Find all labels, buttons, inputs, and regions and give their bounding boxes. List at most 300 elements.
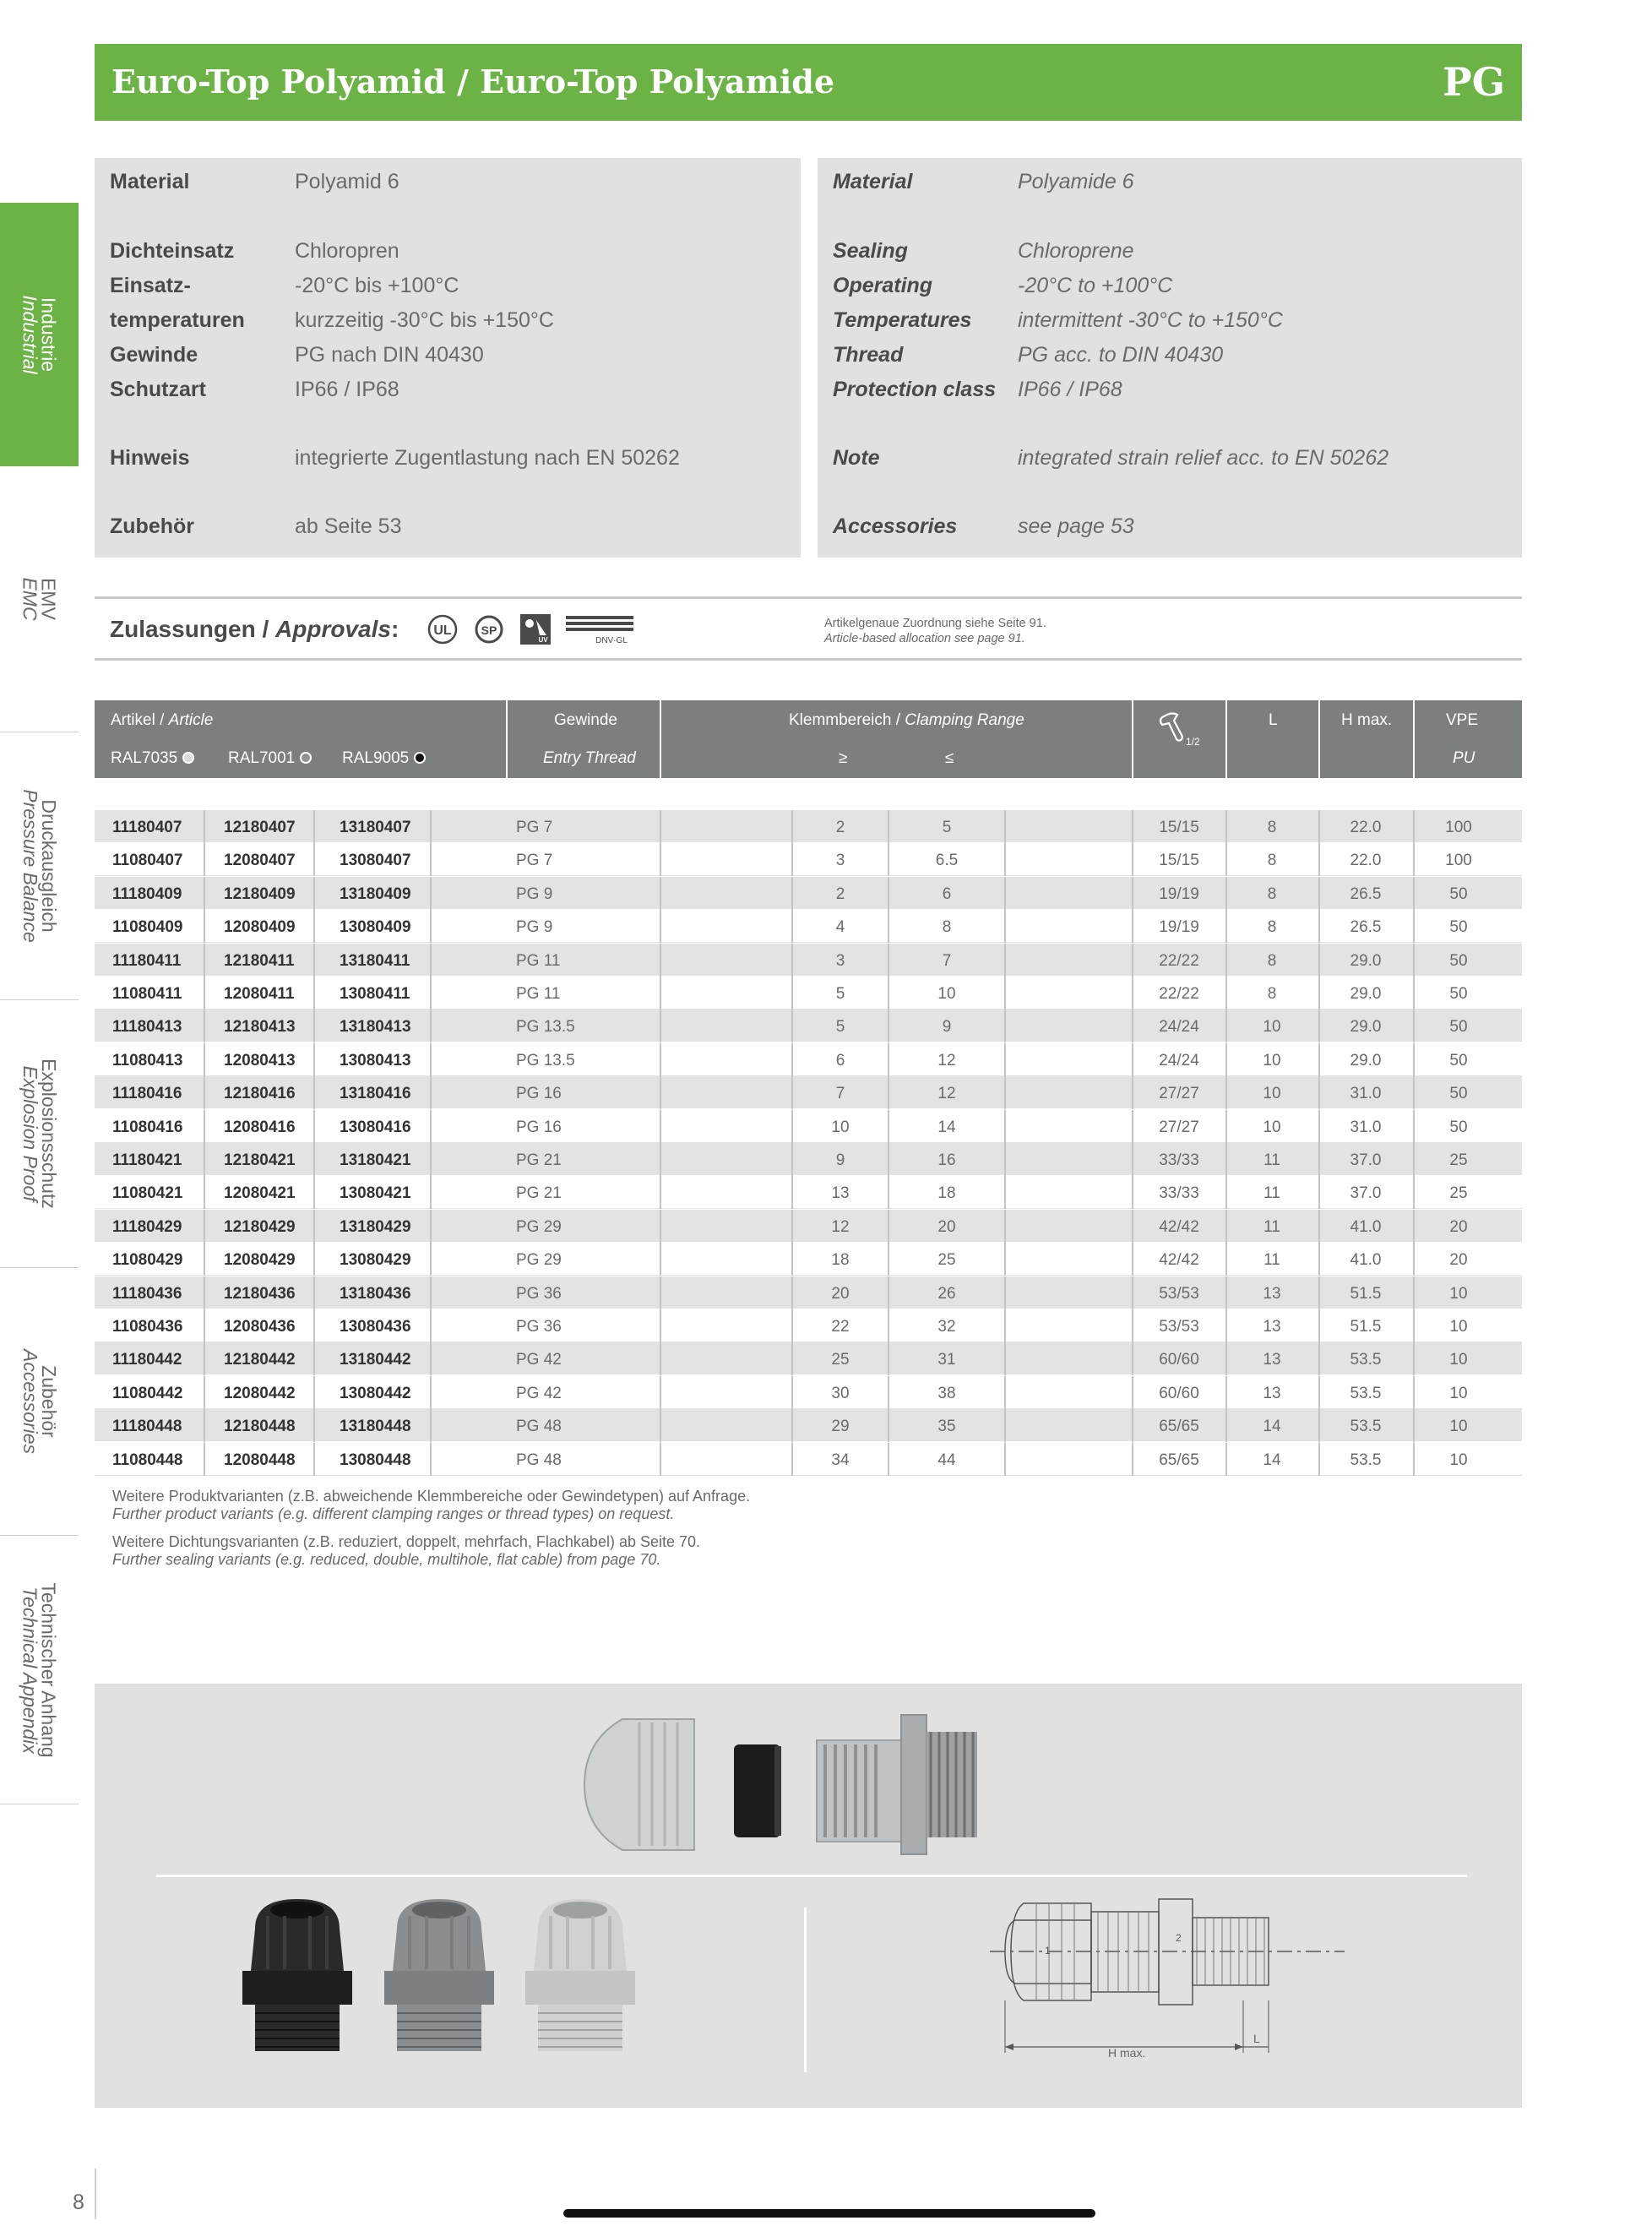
table-cell-divider (660, 843, 661, 876)
cell-article-ral7001: 12080442 (224, 1384, 296, 1402)
table-cell-divider (888, 1409, 889, 1442)
sidebar-label-de: Explosionsschutz (37, 1059, 60, 1209)
spec-value: IP66 / IP68 (295, 378, 399, 401)
spec-label: Note (833, 446, 880, 470)
uv-icon (519, 613, 552, 645)
table-cell-divider (1413, 1010, 1415, 1042)
table-cell-divider (313, 1076, 315, 1109)
table-cell-divider (888, 1176, 889, 1209)
table-cell-divider (204, 1143, 205, 1176)
cell-length-l: 8 (1267, 918, 1277, 937)
table-cell-divider (313, 1376, 315, 1409)
cell-height-max: 53.5 (1350, 1418, 1382, 1436)
table-row (95, 877, 1522, 910)
table-cell-divider (1413, 1409, 1415, 1442)
table-cell-divider (660, 1210, 661, 1243)
table-cell-divider (313, 1143, 315, 1176)
table-cell-divider (313, 1210, 315, 1243)
table-cell-divider (1004, 843, 1006, 876)
table-cell-divider (1413, 977, 1415, 1010)
cell-article-ral7035: 11080448 (112, 1450, 183, 1469)
cell-article-ral9005: 13180421 (340, 1151, 411, 1169)
cell-clamp-max: 12 (937, 1085, 956, 1103)
table-cell-divider (888, 910, 889, 943)
table-cell-divider (1225, 810, 1227, 843)
spec-label: Sealing (833, 239, 908, 263)
cell-entry-thread: PG 36 (516, 1284, 562, 1303)
table-cell-divider (1413, 1043, 1415, 1076)
cell-clamp-min: 7 (835, 1085, 845, 1103)
page-header (95, 44, 1522, 121)
drawing-hmax-label: H max. (1108, 2046, 1146, 2060)
cell-article-ral9005: 13180448 (340, 1418, 411, 1436)
cell-clamp-max: 7 (942, 951, 952, 970)
approvals-label-separator: / (255, 616, 276, 642)
cell-entry-thread: PG 7 (516, 852, 553, 870)
table-cell-divider (1413, 944, 1415, 977)
spec-value: integrierte Zugentlastung nach EN 50262 (295, 446, 680, 470)
cell-packing-unit: 100 (1445, 819, 1472, 836)
cell-article-ral7035: 11080407 (112, 852, 183, 870)
table-cell-divider (1225, 1176, 1227, 1209)
table-cell-divider (1225, 843, 1227, 876)
table-cell-divider (791, 1443, 793, 1476)
drawing-callout-2: 2 (1176, 1932, 1182, 1944)
table-cell-divider (430, 1376, 432, 1409)
table-cell-divider (204, 944, 205, 977)
table-cell-divider (1413, 1110, 1415, 1143)
table-cell-divider (430, 1276, 432, 1309)
sidebar-item-emc[interactable] (0, 466, 79, 732)
spec-label: Protection class (833, 378, 997, 401)
cell-clamp-min: 6 (835, 1051, 845, 1069)
cell-entry-thread: PG 21 (516, 1184, 562, 1203)
table-cell-divider (1413, 1342, 1415, 1375)
cell-height-max: 31.0 (1350, 1118, 1382, 1136)
table-cell-divider (204, 1309, 205, 1342)
cell-height-max: 29.0 (1350, 1051, 1382, 1069)
table-cell-divider (791, 843, 793, 876)
cell-length-l: 10 (1263, 1118, 1281, 1136)
header-gewinde: Gewinde (554, 711, 617, 729)
table-cell-divider (1132, 1210, 1133, 1243)
sidebar-item-industrial[interactable] (0, 203, 79, 466)
table-cell-divider (888, 1276, 889, 1309)
table-cell-divider (888, 977, 889, 1010)
spec-value: IP66 / IP68 (1018, 378, 1122, 401)
cell-clamp-max: 10 (937, 985, 956, 1003)
table-cell-divider (1225, 1342, 1227, 1375)
cell-wrench-size: 27/27 (1159, 1085, 1199, 1103)
cell-article-ral7001: 12080429 (224, 1251, 296, 1270)
table-cell-divider (1132, 910, 1133, 943)
uv-icon-label: UV (538, 636, 548, 644)
cell-length-l: 8 (1267, 884, 1277, 903)
cell-clamp-min: 5 (835, 1018, 845, 1037)
sidebar-label-de: Druckausgleich (37, 799, 60, 933)
ral7035-label: RAL7035 (111, 749, 178, 767)
table-cell-divider (313, 1110, 315, 1143)
cell-height-max: 53.5 (1350, 1384, 1382, 1402)
cell-article-ral9005: 13080411 (340, 985, 410, 1003)
cell-height-max: 22.0 (1350, 819, 1382, 836)
cell-height-max: 51.5 (1350, 1284, 1382, 1303)
cell-length-l: 11 (1263, 1217, 1280, 1236)
cell-article-ral7035: 11180448 (112, 1418, 182, 1436)
ral9005-color-dot (414, 752, 426, 764)
cell-article-ral9005: 13080409 (340, 918, 411, 937)
table-cell-divider (1225, 1409, 1227, 1442)
cell-length-l: 8 (1267, 852, 1277, 870)
header-clamping-range: Klemmbereich / Clamping Range (789, 711, 1024, 729)
cell-clamp-max: 32 (937, 1318, 956, 1336)
table-row (95, 843, 1522, 876)
cell-length-l: 13 (1263, 1351, 1281, 1369)
home-indicator[interactable] (563, 2209, 1095, 2218)
wrench-icon (1157, 712, 1187, 746)
table-row (95, 1110, 1522, 1143)
table-row (95, 810, 1522, 843)
cell-entry-thread: PG 21 (516, 1151, 562, 1169)
table-cell-divider (313, 910, 315, 943)
sidebar-label-en: Explosion Proof (19, 1065, 41, 1202)
cell-article-ral7035: 11080442 (112, 1384, 183, 1402)
table-cell-divider (660, 1010, 661, 1042)
sidebar-label-de: Zubehör (37, 1365, 60, 1438)
gland-light-grey-image (521, 1895, 639, 2055)
table-row (95, 1010, 1522, 1042)
page-number: 8 (73, 2191, 84, 2214)
approvals-note-en: Article-based allocation see page 91. (824, 632, 1025, 645)
cell-length-l: 14 (1263, 1450, 1281, 1469)
cell-article-ral9005: 13080421 (340, 1184, 411, 1203)
cell-entry-thread: PG 16 (516, 1085, 562, 1103)
page-number-divider (95, 2169, 96, 2219)
table-cell-divider (1132, 1176, 1133, 1209)
cell-length-l: 10 (1263, 1018, 1281, 1037)
table-cell-divider (1004, 877, 1006, 910)
header-ge: ≥ (839, 749, 848, 767)
sidebar-label-en: Industrial (19, 295, 41, 374)
header-article: Artikel / Article (111, 711, 214, 729)
cell-article-ral7001: 12180442 (224, 1351, 296, 1369)
table-cell-divider (1132, 1143, 1133, 1176)
table-row (95, 1143, 1522, 1176)
cell-article-ral9005: 13180429 (340, 1217, 411, 1236)
table-cell-divider (791, 1176, 793, 1209)
cell-article-ral9005: 13080436 (340, 1318, 411, 1336)
cell-clamp-min: 30 (831, 1384, 850, 1402)
cell-entry-thread: PG 13.5 (516, 1051, 575, 1069)
cell-clamp-min: 34 (831, 1450, 850, 1469)
table-cell-divider (204, 877, 205, 910)
cell-packing-unit: 50 (1449, 884, 1468, 903)
cell-packing-unit: 10 (1449, 1384, 1468, 1402)
cell-article-ral7035: 11180409 (112, 884, 182, 903)
table-cell-divider (660, 1110, 661, 1143)
spec-value: PG acc. to DIN 40430 (1018, 343, 1224, 367)
table-cell-divider (888, 843, 889, 876)
cell-wrench-size: 53/53 (1159, 1318, 1199, 1336)
table-cell-divider (1004, 1043, 1006, 1076)
cell-article-ral9005: 13180409 (340, 884, 411, 903)
cell-entry-thread: PG 29 (516, 1217, 562, 1236)
cell-article-ral7035: 11180407 (112, 819, 182, 836)
table-cell-divider (313, 1043, 315, 1076)
table-row (95, 910, 1522, 943)
table-cell-divider (313, 1342, 315, 1375)
dnv-gl-label: DNV·GL (595, 636, 628, 645)
cell-wrench-size: 42/42 (1159, 1217, 1199, 1236)
cell-wrench-size: 15/15 (1159, 852, 1199, 870)
image-divider-vertical (804, 1908, 807, 2072)
cell-article-ral7001: 12180411 (224, 951, 295, 970)
table-cell-divider (791, 1210, 793, 1243)
table-row (95, 1409, 1522, 1442)
table-cell-divider (1318, 1043, 1320, 1076)
table-cell-divider (1004, 910, 1006, 943)
cell-article-ral7001: 12080407 (224, 852, 296, 870)
table-row (95, 944, 1522, 977)
header-article-en: Article (168, 711, 214, 729)
footnotes (112, 1488, 750, 1569)
table-cell-divider (888, 1076, 889, 1109)
spec-value: intermittent -30°C to +150°C (1018, 308, 1283, 332)
table-cell-divider (1413, 1076, 1415, 1109)
approvals-label-en: Approvals (275, 616, 391, 642)
spec-label: Thread (833, 343, 904, 367)
table-cell-divider (313, 843, 315, 876)
table-cell-divider (1132, 1409, 1133, 1442)
table-cell-divider (888, 1342, 889, 1375)
table-cell-divider (1132, 1309, 1133, 1342)
cell-length-l: 13 (1263, 1284, 1281, 1303)
table-cell-divider (204, 1043, 205, 1076)
table-cell-divider (888, 877, 889, 910)
header-ral9005 (342, 749, 426, 768)
table-cell-divider (430, 1043, 432, 1076)
table-cell-divider (1318, 1376, 1320, 1409)
table-cell-divider (1413, 810, 1415, 843)
wrench-subscript: 1/2 (1186, 736, 1200, 748)
dnv-gl-icon (565, 612, 634, 646)
cell-article-ral9005: 13080407 (340, 852, 411, 870)
cell-height-max: 53.5 (1350, 1351, 1382, 1369)
spec-label: Material (833, 170, 913, 193)
cell-clamp-max: 26 (937, 1284, 956, 1303)
spec-label: Dichteinsatz (110, 239, 235, 263)
header-divider (1413, 700, 1415, 778)
cell-article-ral7001: 12080436 (224, 1318, 296, 1336)
sidebar-item-technical-appendix[interactable] (0, 1536, 79, 1804)
table-cell-divider (791, 1076, 793, 1109)
cell-entry-thread: PG 11 (516, 951, 561, 970)
cell-packing-unit: 10 (1449, 1450, 1468, 1469)
cell-clamp-max: 16 (937, 1151, 956, 1169)
table-cell-divider (1004, 1342, 1006, 1375)
cell-length-l: 11 (1263, 1151, 1280, 1169)
table-cell-divider (888, 1010, 889, 1042)
table-cell-divider (1318, 1110, 1320, 1143)
cell-length-l: 11 (1263, 1184, 1280, 1203)
table-cell-divider (791, 910, 793, 943)
table-cell-divider (430, 910, 432, 943)
cell-length-l: 8 (1267, 819, 1277, 836)
spec-value: Chloroprene (1018, 239, 1134, 263)
table-cell-divider (1132, 1010, 1133, 1042)
spec-value: ab Seite 53 (295, 514, 402, 538)
table-cell-divider (430, 1243, 432, 1276)
cell-packing-unit: 10 (1449, 1284, 1468, 1303)
header-klemm-de: Klemmbereich (789, 711, 892, 729)
footnote-spacer (112, 1523, 750, 1533)
table-cell-divider (1004, 1243, 1006, 1276)
table-cell-divider (1004, 1010, 1006, 1042)
table-cell-divider (888, 1443, 889, 1476)
cell-length-l: 10 (1263, 1051, 1281, 1069)
header-entry-thread: Entry Thread (543, 749, 636, 767)
cell-entry-thread: PG 16 (516, 1118, 562, 1136)
cell-height-max: 37.0 (1350, 1151, 1382, 1169)
cell-packing-unit: 50 (1449, 918, 1468, 937)
table-cell-divider (430, 1143, 432, 1176)
table-cell-divider (791, 944, 793, 977)
table-cell-divider (1004, 1409, 1006, 1442)
cell-height-max: 26.5 (1350, 918, 1382, 937)
table-cell-divider (1318, 1409, 1320, 1442)
cell-article-ral7001: 12180429 (224, 1217, 296, 1236)
spec-value: -20°C to +100°C (1018, 274, 1173, 297)
table-cell-divider (660, 1043, 661, 1076)
cell-wrench-size: 22/22 (1159, 951, 1199, 970)
table-cell-divider (791, 1043, 793, 1076)
cell-packing-unit: 50 (1449, 951, 1468, 970)
cell-height-max: 29.0 (1350, 985, 1382, 1003)
cell-clamp-max: 31 (937, 1351, 956, 1369)
cell-wrench-size: 15/15 (1159, 819, 1199, 836)
page-title: Euro-Top Polyamid / Euro-Top Polyamide (111, 63, 835, 101)
spec-label: Einsatz- (110, 274, 191, 297)
table-cell-divider (1004, 1376, 1006, 1409)
cell-wrench-size: 53/53 (1159, 1284, 1199, 1303)
table-cell-divider (888, 810, 889, 843)
table-cell-divider (660, 910, 661, 943)
cell-clamp-max: 5 (942, 819, 952, 836)
sidebar-item-pressure-balance[interactable] (0, 732, 79, 1000)
cell-wrench-size: 19/19 (1159, 884, 1199, 903)
header-article-de: Artikel (111, 711, 155, 729)
cell-entry-thread: PG 13.5 (516, 1018, 575, 1037)
table-cell-divider (660, 1176, 661, 1209)
cell-wrench-size: 24/24 (1159, 1051, 1199, 1069)
cell-entry-thread: PG 36 (516, 1318, 562, 1336)
cell-article-ral7001: 12080413 (224, 1051, 296, 1069)
table-cell-divider (660, 1076, 661, 1109)
table-cell-divider (1225, 944, 1227, 977)
cell-entry-thread: PG 48 (516, 1418, 562, 1436)
technical-drawing (990, 1874, 1429, 2068)
cell-packing-unit: 50 (1449, 1018, 1468, 1037)
spec-value: PG nach DIN 40430 (295, 343, 484, 367)
table-cell-divider (313, 944, 315, 977)
spec-label: Gewinde (110, 343, 198, 367)
table-cell-divider (888, 1243, 889, 1276)
cell-packing-unit: 50 (1449, 1118, 1468, 1136)
sidebar-item-accessories[interactable] (0, 1268, 79, 1536)
header-pu: PU (1453, 749, 1475, 767)
cell-article-ral7001: 12080448 (224, 1450, 296, 1469)
table-cell-divider (1318, 1076, 1320, 1109)
table-cell-divider (1318, 944, 1320, 977)
spec-label: Accessories (833, 514, 958, 538)
cell-packing-unit: 50 (1449, 985, 1468, 1003)
table-row (95, 977, 1522, 1010)
table-cell-divider (204, 1342, 205, 1375)
cell-clamp-min: 25 (831, 1351, 850, 1369)
approvals-label (110, 616, 399, 643)
cell-entry-thread: PG 7 (516, 819, 553, 836)
header-divider (1318, 700, 1320, 778)
cell-article-ral9005: 13080429 (340, 1251, 411, 1270)
cell-packing-unit: 20 (1449, 1217, 1468, 1236)
cell-height-max: 41.0 (1350, 1217, 1382, 1236)
table-cell-divider (660, 977, 661, 1010)
sidebar-item-explosion-proof[interactable] (0, 1000, 79, 1268)
header-l: L (1269, 711, 1278, 729)
header-clamping-en: Clamping Range (905, 711, 1024, 729)
cell-clamp-min: 3 (835, 852, 845, 870)
table-cell-divider (1318, 1342, 1320, 1375)
cell-entry-thread: PG 29 (516, 1251, 562, 1270)
cell-article-ral9005: 13180436 (340, 1284, 411, 1303)
table-cell-divider (1225, 1376, 1227, 1409)
table-cell-divider (888, 1309, 889, 1342)
cell-article-ral7001: 12180421 (224, 1151, 296, 1169)
cell-packing-unit: 25 (1449, 1151, 1468, 1169)
spec-value: kurzzeitig -30°C bis +150°C (295, 308, 554, 332)
cell-clamp-min: 20 (831, 1284, 850, 1303)
cell-article-ral9005: 13180411 (340, 951, 410, 970)
table-cell-divider (204, 1276, 205, 1309)
header-divider (1132, 700, 1133, 778)
table-cell-divider (660, 810, 661, 843)
table-header (95, 700, 1522, 778)
table-cell-divider (1132, 843, 1133, 876)
cell-clamp-min: 10 (831, 1118, 850, 1136)
header-ral7035 (111, 749, 194, 768)
table-cell-divider (1132, 977, 1133, 1010)
cell-height-max: 51.5 (1350, 1318, 1382, 1336)
table-cell-divider (660, 1409, 661, 1442)
table-cell-divider (313, 1409, 315, 1442)
cell-entry-thread: PG 9 (516, 918, 553, 937)
cell-height-max: 29.0 (1350, 1018, 1382, 1037)
cell-height-max: 53.5 (1350, 1450, 1382, 1469)
cell-wrench-size: 60/60 (1159, 1384, 1199, 1402)
table-cell-divider (791, 1110, 793, 1143)
spec-value: see page 53 (1018, 514, 1134, 538)
gland-black-image (238, 1895, 356, 2055)
table-cell-divider (1132, 1110, 1133, 1143)
table-cell-divider (1318, 1176, 1320, 1209)
cell-clamp-min: 2 (835, 819, 845, 836)
table-cell-divider (430, 1443, 432, 1476)
cell-article-ral7035: 11080436 (112, 1318, 183, 1336)
table-cell-divider (1413, 877, 1415, 910)
table-cell-divider (791, 1309, 793, 1342)
header-vpe: VPE (1446, 711, 1479, 729)
table-cell-divider (313, 1243, 315, 1276)
